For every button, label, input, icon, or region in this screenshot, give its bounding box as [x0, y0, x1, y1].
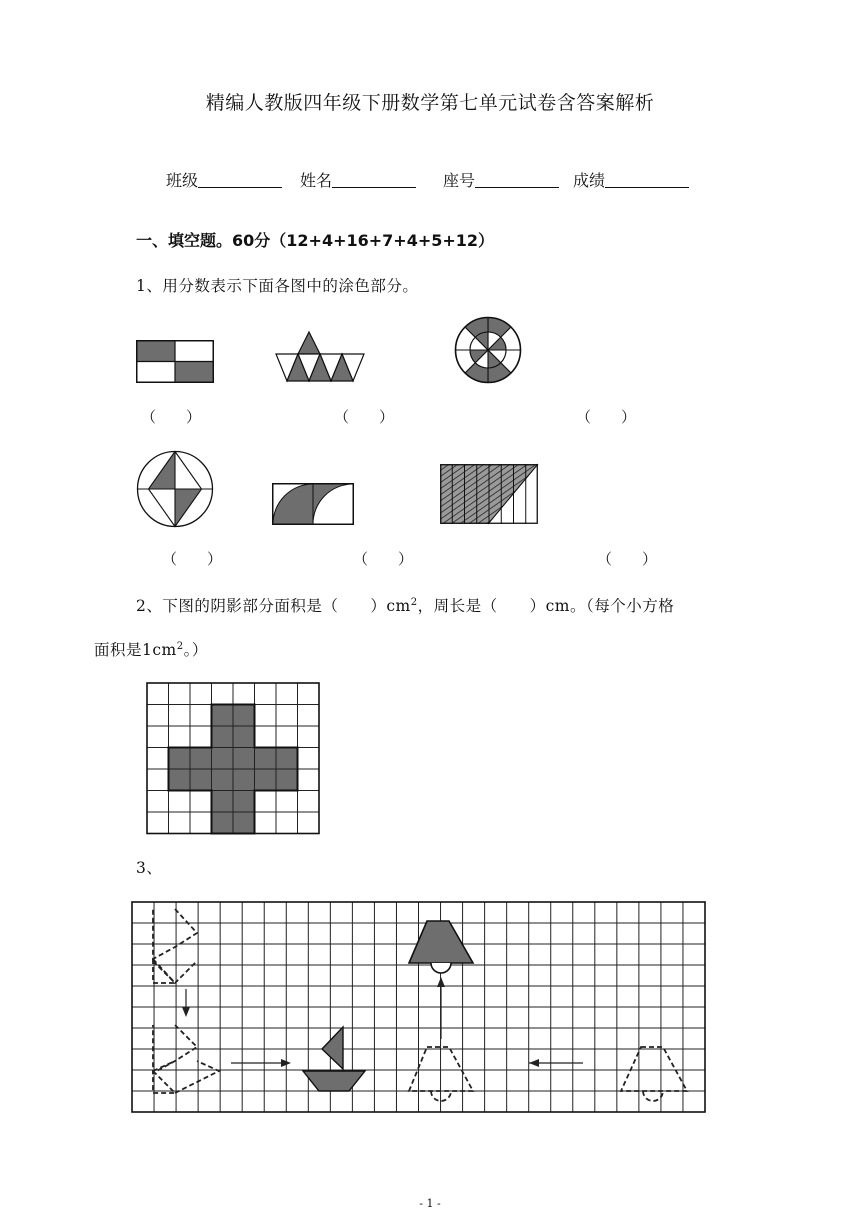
superscript-2: 2: [410, 596, 418, 608]
page-number: - 1 -: [419, 1197, 441, 1210]
answer-blank-1[interactable]: （ ）: [141, 408, 202, 426]
answer-blank-4[interactable]: （ ）: [162, 550, 223, 568]
question-2-text-b: ，周长是（ ）cm。（每个小方格: [417, 597, 675, 615]
seat-blank[interactable]: [475, 172, 559, 188]
class-blank[interactable]: [198, 172, 282, 188]
question-2-text-d: 。）: [183, 641, 208, 659]
figure-circle-square: [136, 450, 214, 528]
figure-ring-circle: [454, 316, 522, 384]
cross-grid-figure: [146, 682, 322, 828]
figure-rectangle-quarters: [136, 340, 214, 383]
section-heading: 一、填空题。60分（12+4+16+7+4+5+12）: [136, 231, 495, 250]
figure-triangles-trapezoid: [276, 332, 364, 382]
name-label: 姓名: [300, 171, 333, 190]
score-field[interactable]: [573, 168, 699, 191]
page-title: 精编人教版四年级下册数学第七单元试卷含答案解析: [205, 92, 655, 114]
transform-grid-figure: [131, 901, 706, 1113]
score-blank[interactable]: [605, 172, 689, 188]
answer-blank-6[interactable]: （ ）: [597, 550, 658, 568]
answer-blank-3[interactable]: （ ）: [576, 408, 637, 426]
figure-hatched-rectangle: [440, 464, 538, 524]
name-blank[interactable]: [332, 172, 416, 188]
score-label: 成绩: [573, 171, 606, 190]
answer-blank-5[interactable]: （ ）: [353, 550, 414, 568]
question-3-label: 3、: [136, 859, 163, 877]
figure-rectangle-arc: [272, 483, 354, 525]
class-field[interactable]: [166, 168, 292, 191]
question-2-line-1: [136, 594, 674, 616]
seat-label: 座号: [443, 171, 476, 190]
name-field[interactable]: [300, 168, 426, 191]
answer-blank-2[interactable]: （ ）: [334, 408, 395, 426]
question-2-line-2: [94, 638, 208, 660]
question-1-text: 1、用分数表示下面各图中的涂色部分。: [136, 277, 419, 295]
question-2-text-c: 面积是1cm: [94, 641, 177, 659]
seat-field[interactable]: [443, 168, 569, 191]
superscript-2: 2: [176, 640, 184, 652]
class-label: 班级: [166, 171, 199, 190]
question-2-text-a: 2、下图的阴影部分面积是（ ）cm: [136, 597, 411, 615]
